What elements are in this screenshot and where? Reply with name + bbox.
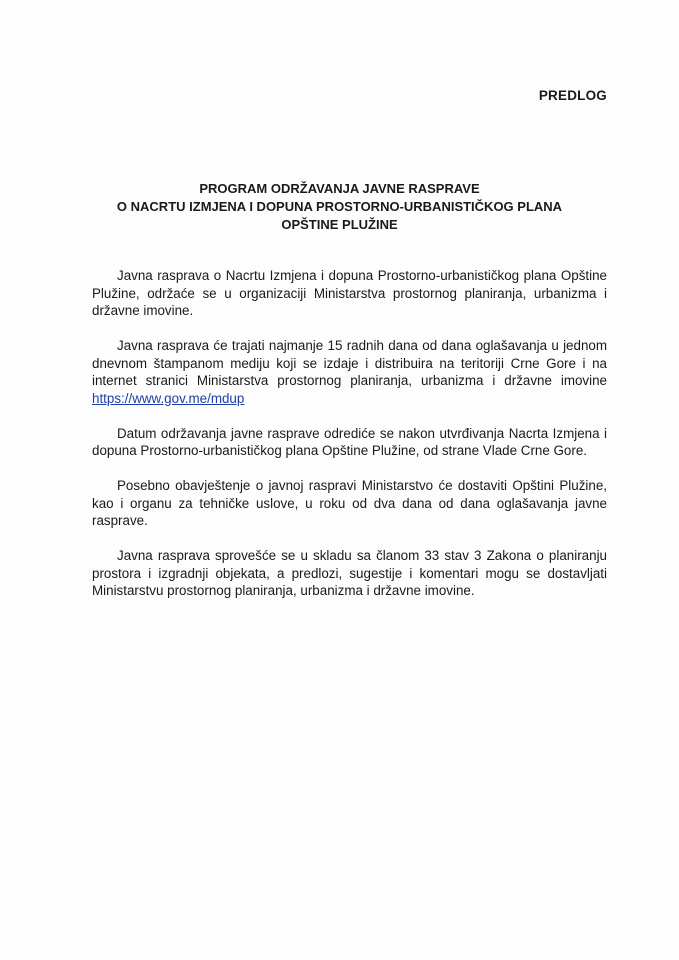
ministry-website-link[interactable]: https://www.gov.me/mdup [92, 390, 245, 406]
title-line-1: PROGRAM ODRŽAVANJA JAVNE RASPRAVE [199, 181, 480, 196]
document-body [92, 267, 607, 617]
paragraph-2 [92, 337, 607, 407]
paragraph-5: Javna rasprava sprovešće se u skladu sa članom 33 stav 3 Zakona o planiranju prostora i izgradnji objekata, a predlozi, sugestije i komentari mogu se dostavljati Ministarstvu prostornog planiranja, urbanizma i državne imovine. [92, 548, 607, 598]
paragraph-2-text: Javna rasprava će trajati najmanje 15 radnih dana od dana oglašavanja u jednom dnevnom štampanom mediju koji se izdaje i distribuira na teritoriji Crne Gore i na internet stranici Ministarstva prostornog planiranja, urbanizma i državne imovine [92, 338, 607, 388]
paragraph-1: Javna rasprava o Nacrtu Izmjena i dopuna Prostorno-urbanističkog plana Opštine Plužine, održaće se u organizaciji Ministarstva prostornog planiranja, urbanizma i državne imovine. [92, 268, 607, 318]
title-line-2: O NACRTU IZMJENA I DOPUNA PROSTORNO-URBANISTIČKOG PLANA [116, 199, 563, 214]
paragraph-3: Datum održavanja javne rasprave odrediće se nakon utvrđivanja Nacrta Izmjena i dopuna Prostorno-urbanističkog plana Opštine Plužine, od strane Vlade Crne Gore. [92, 425, 607, 458]
title-line-3: OPŠTINE PLUŽINE [281, 217, 398, 232]
document-title [0, 180, 679, 234]
document-status-label: PREDLOG [538, 88, 607, 103]
paragraph-4: Posebno obavještenje o javnoj raspravi Ministarstvo će dostaviti Opštini Plužine, kao i organu za tehničke uslove, u roku od dva dana od dana oglašavanja javne rasprave. [92, 478, 607, 528]
